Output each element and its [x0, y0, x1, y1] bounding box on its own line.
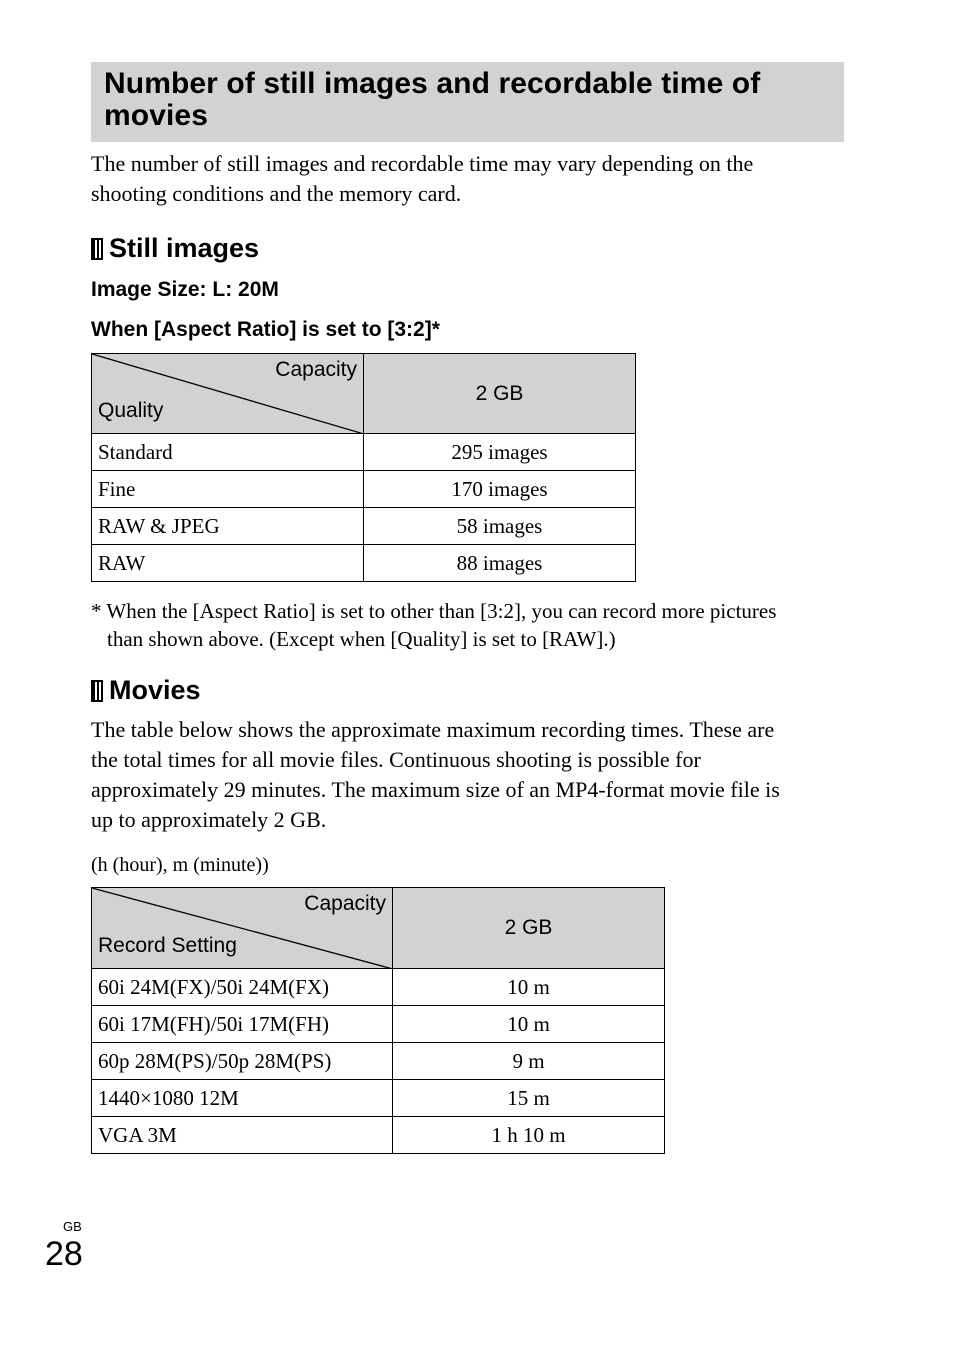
table-row: [92, 508, 636, 545]
movies-heading-text: Movies: [109, 675, 201, 705]
row-label: Fine: [92, 471, 364, 508]
footnote-line: * When the [Aspect Ratio] is set to other than [3:2], you can record more pictures: [91, 599, 777, 623]
capacity-label: Capacity: [275, 358, 357, 381]
aspect-ratio-subhead: When [Aspect Ratio] is set to [3:2]*: [91, 318, 440, 341]
column-header-2gb: 2 GB: [364, 354, 636, 434]
table-row: [92, 545, 636, 582]
movies-table: [91, 887, 665, 1154]
page-title: Number of still images and recordable time of movies: [104, 67, 761, 132]
page-title-box: [91, 62, 844, 142]
row-label: Standard: [92, 434, 364, 471]
movies-line: the total times for all movie files. Continuous shooting is possible for: [91, 747, 701, 772]
movies-line: up to approximately 2 GB.: [91, 807, 327, 832]
page-number: 28: [45, 1235, 83, 1273]
movies-paragraph: [91, 715, 851, 835]
table-header-row: [92, 888, 665, 969]
row-label: RAW & JPEG: [92, 508, 364, 545]
row-value: 15 m: [393, 1080, 665, 1117]
table-row: [92, 1117, 665, 1154]
row-label: 60i 24M(FX)/50i 24M(FX): [92, 969, 393, 1006]
row-value: 10 m: [393, 969, 665, 1006]
section-marker-icon: [91, 238, 103, 260]
capacity-label: Capacity: [304, 892, 386, 915]
still-images-heading-text: Still images: [109, 233, 260, 263]
section-marker-icon: [91, 680, 103, 702]
row-label: RAW: [92, 545, 364, 582]
row-value: 10 m: [393, 1006, 665, 1043]
row-value: 88 images: [364, 545, 636, 582]
table-corner-cell: [92, 888, 393, 969]
table-corner-cell: [92, 354, 364, 434]
still-images-table: [91, 353, 636, 582]
table-row: [92, 434, 636, 471]
row-value: 1 h 10 m: [393, 1117, 665, 1154]
intro-line: The number of still images and recordable time may vary depending on the: [91, 151, 754, 176]
row-label: 60p 28M(PS)/50p 28M(PS): [92, 1043, 393, 1080]
row-value: 295 images: [364, 434, 636, 471]
column-header-2gb: 2 GB: [393, 888, 665, 969]
row-label: 1440×1080 12M: [92, 1080, 393, 1117]
intro-line: shooting conditions and the memory card.: [91, 181, 462, 206]
movies-line: The table below shows the approximate maximum recording times. These are: [91, 717, 775, 742]
movies-line: approximately 29 minutes. The maximum size of an MP4-format movie file is: [91, 777, 780, 802]
footnote-line: than shown above. (Except when [Quality] is set to [RAW].): [107, 627, 616, 651]
image-size-subhead: Image Size: L: 20M: [91, 278, 279, 301]
still-images-heading: [91, 233, 259, 264]
table-row: [92, 471, 636, 508]
row-value: 58 images: [364, 508, 636, 545]
table-row: [92, 969, 665, 1006]
intro-paragraph: [91, 149, 851, 209]
row-value: 170 images: [364, 471, 636, 508]
table-row: [92, 1080, 665, 1117]
row-label: VGA 3M: [92, 1117, 393, 1154]
units-note: (h (hour), m (minute)): [91, 854, 269, 876]
record-setting-label: Record Setting: [98, 934, 237, 957]
row-label: 60i 17M(FH)/50i 17M(FH): [92, 1006, 393, 1043]
movies-heading: [91, 675, 201, 706]
row-value: 9 m: [393, 1043, 665, 1080]
quality-label: Quality: [98, 399, 164, 422]
table-row: [92, 1043, 665, 1080]
region-code: GB: [63, 1219, 82, 1234]
table-header-row: [92, 354, 636, 434]
aspect-footnote: [91, 597, 851, 653]
table-row: [92, 1006, 665, 1043]
